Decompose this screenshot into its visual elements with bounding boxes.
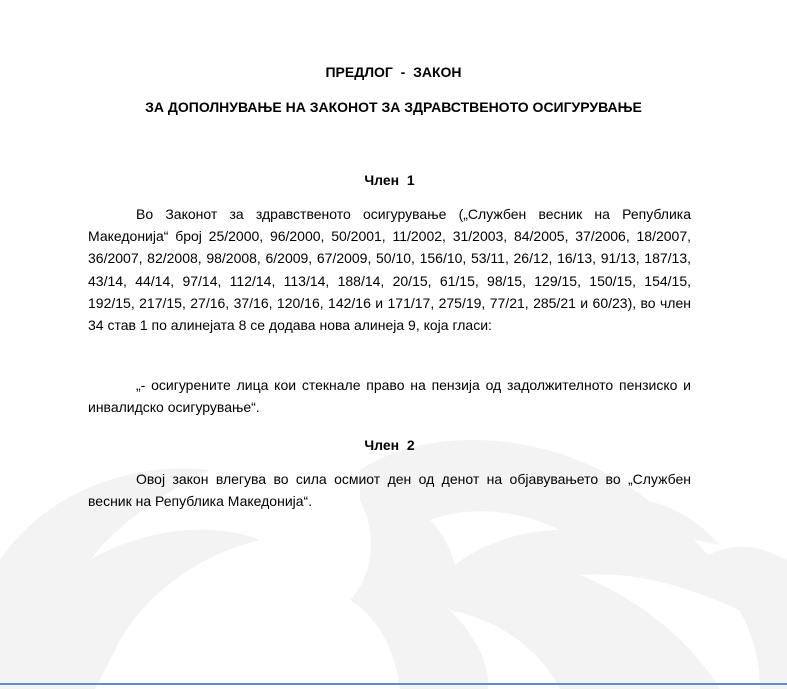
document-title: ПРЕДЛОГ - ЗАКОН [325, 64, 462, 80]
article-1-heading: Член 1 [364, 172, 415, 188]
article-1-paragraph: Во Законот за здравственото осигурување („Службен весник на Република Македонија“ број 25/2000, 96/2000, 50/2001, 11/2002, 31/2003, 84/2005, 37/2006, 18/2007, 36/2007, 82/2008, 98/2008, 6/2009, 67/2009, 50/10, 156/10, 53/11, 26/12, 16/13, 91/13, 187/13, 43/14, 44/14, 97/14, 112/14, 113/14, 188/14, 20/15, 61/15, 98/15, 129/15, 150/15, 154/15, 192/15, 217/15, 27/16, 37/16, 120/16, 142/16 и 171/17, 275/19, 77/21, 285/21 и 60/23), во член 34 став 1 по алинејата 8 се додава нова алинеја 9, која гласи: [88, 206, 691, 334]
document-subtitle: ЗА ДОПОЛНУВАЊЕ НА ЗАКОНОТ ЗА ЗДРАВСТВЕНОТО ОСИГУРУВАЊЕ [145, 99, 642, 115]
bottom-border-line [0, 683, 787, 685]
article-2-heading: Член 2 [364, 437, 415, 453]
article-2-paragraph: Овој закон влегува во сила осмиот ден од денот на објавувањето во „Службен весник на Република Македонија“. [88, 471, 691, 510]
article-1-quote: „- осигурените лица кои стекнале право на пензија од задолжителното пензиско и инвалидско осигурување“. [88, 377, 691, 416]
